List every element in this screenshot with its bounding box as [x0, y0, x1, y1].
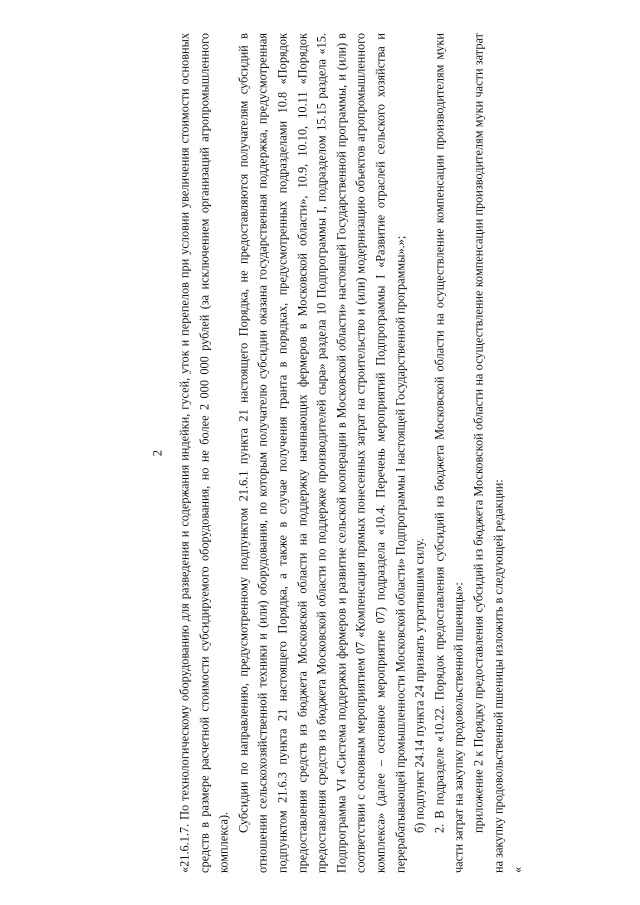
paragraph-item-24-14: б) подпункт 24.14 пункта 24 признать утратившим силу. [412, 538, 427, 833]
paragraph-section-10-22: 2. В подразделе «10.22. Порядок предоставления субсидий из бюджета Московской области на осуществление компенсации производителям муки части затрат на закупку продовольственной пшеницы»: [432, 33, 466, 873]
paragraph-subsidy-restrictions: Субсидии по направлению, предусмотренному подпунктом 21.6.1 пункта 21 настоящего Порядка, не предоставляются получателям субсидий в отношении сельскохозяйственной техники и (или) оборудования, по которым получателю субсидии оказана государственная поддержка, предусмотренная подпунктом 21.6.3 пункта 21 настоящего Порядка, а также в случае получения гранта в порядках, предусмотренных подразделами 10.8 «Порядок предоставления средств из бюджета Московской области на поддержку начинающих фермеров в Московской области», 10.9, 10.10, 10.11 «Порядок предоставления средств из бюджета Московской области по поддержке производителей сыра» раздела 10 Подпрограммы I, подразделом 15.15 раздела «15. Подпрограмма VI «Система поддержки фермеров и развитие сельской кооперации в Московской области» настоящей Государственной программы, и (или) в соответствии с основным мероприятием 07 «Компенсация прямых понесенных затрат на строительство и (или) модернизацию объектов агропромышленного комплекса» (далее – основное мероприятие 07) подраздела «10.4. Перечень мероприятий Подпрограммы I «Развитие отраслей сельского хозяйства и перерабатывающей промышленности Московской области» Подпрограммы I настоящей Государственной программы».»; [236, 33, 408, 873]
opening-quote-mark: « [510, 866, 525, 873]
paragraph-appendix-2: приложение 2 к Порядку предоставления субсидий из бюджета Московской области на осуществление компенсации производителям муки части затрат на закупку продовольственной пшеницы изложить в следующей редакции: [471, 33, 506, 873]
scan-mark [605, 50, 606, 51]
document-body [148, 33, 529, 873]
page-number: 2 [150, 449, 165, 457]
paragraph-item-21-6-1-7: «21.6.1.7. По технологическому оборудованию для разведения и содержания индейки, гусей, уток и перепелов при условии увеличения стоимости основных средств в размере расчетной стоимости субсидируемого оборудования, но не более 2 000 000 рублей (за исключением организаций агропромышленного комплекса). [177, 33, 231, 873]
